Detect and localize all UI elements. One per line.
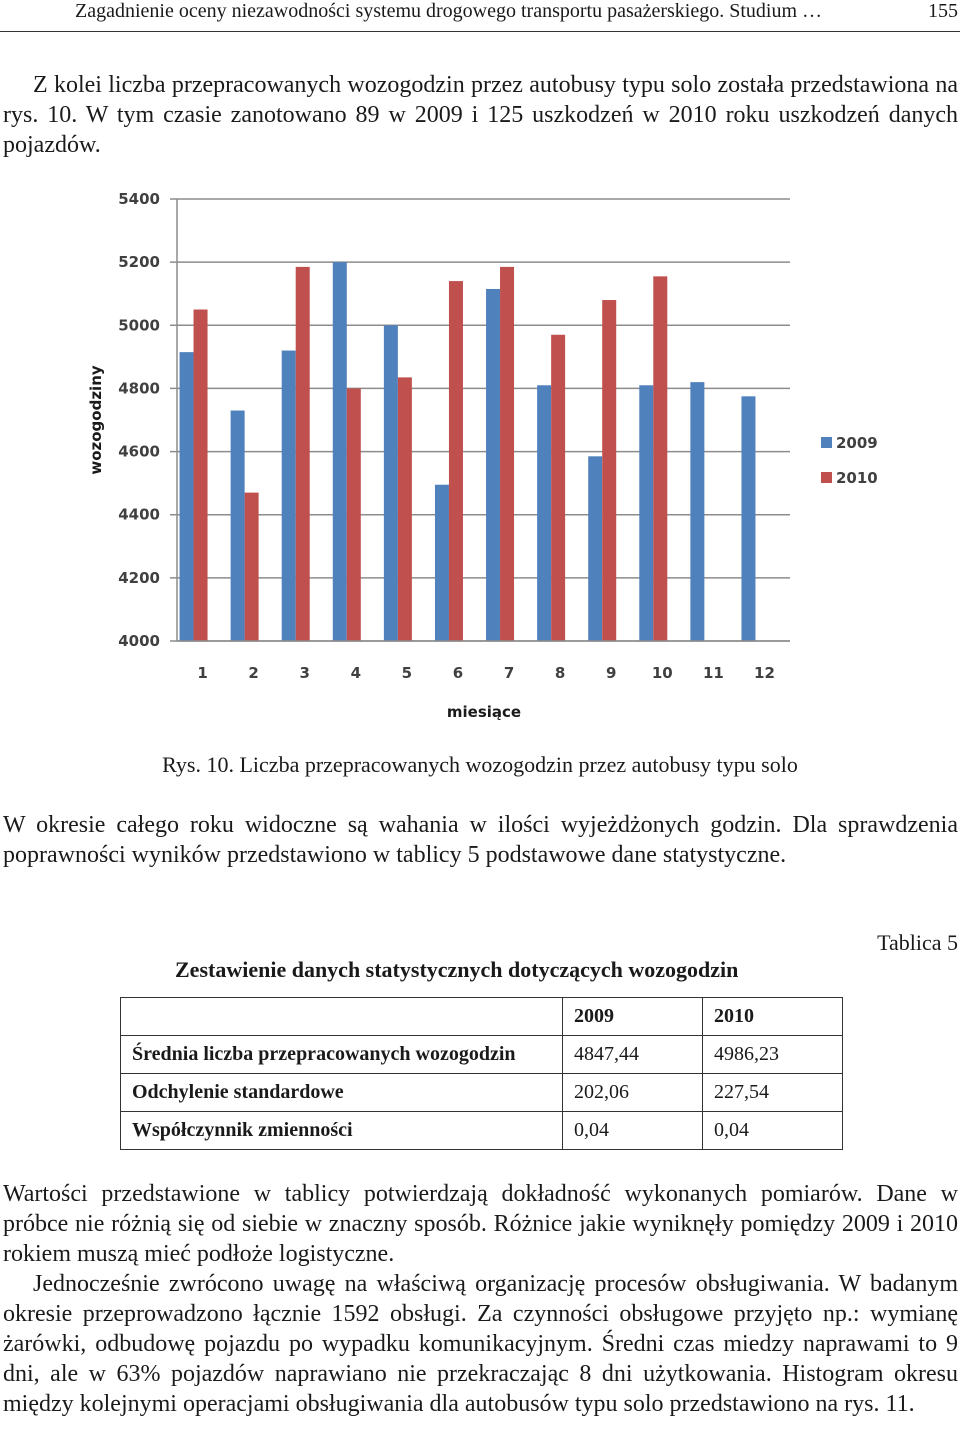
bar-2009 — [180, 352, 194, 641]
cell-2009: 202,06 — [563, 1074, 703, 1112]
y-tick-label: 5200 — [118, 253, 160, 272]
table-row — [121, 1074, 843, 1112]
bar-2009 — [231, 411, 245, 641]
table-header-row — [121, 998, 843, 1036]
row-label: Odchylenie standardowe — [121, 1074, 563, 1112]
bar-2009 — [741, 396, 755, 641]
legend-swatch-2009 — [821, 437, 832, 448]
figure-caption: Rys. 10. Liczba przepracowanych wozogodzin przez autobusy typu solo — [162, 752, 798, 777]
page-number: 155 — [928, 0, 958, 22]
paragraph-3: Wartości przedstawione w tablicy potwierdzają dokładność wykonanych pomiarów. Dane w próbce nie różnią się od siebie w znaczny sposób. Różnice jakie wyniknęły pomiędzy 2009 i 2010 rokiem muszą mieć podłoże logistyczne. — [3, 1181, 958, 1267]
bar-2010 — [449, 281, 463, 641]
table-label: Tablica 5 — [877, 930, 958, 955]
bar-2010 — [653, 276, 667, 641]
y-tick-label: 5400 — [118, 190, 160, 208]
bar-2009 — [333, 262, 347, 641]
paragraph-2: W okresie całego roku widoczne są wahania w ilości wyjeżdżonych godzin. Dla sprawdzenia poprawności wyników przedstawiono w tablicy 5 podstawowe dane statystyczne. — [3, 812, 958, 868]
legend — [821, 434, 878, 487]
table-header-2009: 2009 — [563, 998, 703, 1036]
bar-2010 — [245, 493, 259, 641]
x-tick-label: 1 — [197, 664, 208, 682]
y-tick-label: 4600 — [118, 442, 160, 461]
y-tick-label: 4400 — [118, 505, 160, 524]
bar-chart — [0, 180, 960, 725]
bar-2010 — [398, 377, 412, 641]
legend-swatch-2010 — [821, 472, 832, 483]
y-tick-label: 5000 — [118, 316, 160, 335]
bar-2009 — [486, 289, 500, 641]
paragraph-4: Jednocześnie zwrócono uwagę na właściwą organizację procesów obsługiwania. W badanym okresie przeprowadzono łącznie 1592 obsługi. Za czynności obsługowe przyjęto np.: wymianę żarówki, odbudowę pojazdu po wypadku komunikacyjnym. Średni czas miedzy naprawami to 9 dni, ale w 63% pojazdów naprawiano nie przekraczając 8 dni użytkowania. Histogram okresu między kolejnymi operacjami obsługiwania dla autobusów typu solo przedstawiono na rys. 11. — [3, 1271, 958, 1417]
bar-2009 — [384, 325, 398, 641]
table-title: Zestawienie danych statystycznych dotyczących wozogodzin — [175, 957, 739, 982]
bar-2010 — [347, 388, 361, 641]
x-tick-label: 6 — [452, 664, 464, 682]
cell-2010: 227,54 — [703, 1074, 843, 1112]
bar-2010 — [551, 335, 565, 641]
header-title: Zagadnienie oceny niezawodności systemu drogowego transportu pasażerskiego. Studium … — [75, 0, 823, 22]
table-row — [121, 1036, 843, 1074]
bar-2010 — [296, 267, 310, 641]
statistics-table — [120, 997, 843, 1150]
bar-2009 — [639, 385, 653, 641]
cell-2010: 0,04 — [703, 1112, 843, 1150]
y-tick-label: 4800 — [118, 379, 160, 398]
table-header-2010: 2010 — [703, 998, 843, 1036]
legend-label-2010: 2010 — [836, 469, 878, 487]
x-tick-label: 8 — [554, 664, 566, 682]
bar-2009 — [588, 456, 602, 641]
cell-2009: 0,04 — [563, 1112, 703, 1150]
y-axis-title: wozogodziny — [87, 365, 105, 475]
x-tick-label: 7 — [503, 664, 515, 682]
cell-2009: 4847,44 — [563, 1036, 703, 1074]
x-tick-label: 9 — [605, 664, 617, 682]
bar-2009 — [435, 485, 449, 641]
legend-label-2009: 2009 — [836, 434, 878, 452]
x-tick-label: 10 — [651, 664, 673, 682]
x-tick-label: 4 — [350, 664, 362, 682]
table-row — [121, 1112, 843, 1150]
x-tick-label: 12 — [754, 664, 775, 682]
running-header — [0, 0, 960, 32]
table-header-empty — [121, 998, 563, 1036]
bar-2009 — [690, 382, 704, 641]
row-label: Średnia liczba przepracowanych wozogodzin — [121, 1036, 563, 1074]
bar-2010 — [602, 300, 616, 641]
x-tick-label: 2 — [248, 664, 259, 682]
bar-2009 — [282, 351, 296, 641]
bar-2009 — [537, 385, 551, 641]
row-label: Współczynnik zmienności — [121, 1112, 563, 1150]
bar-2010 — [194, 310, 208, 642]
bar-2010 — [500, 267, 514, 641]
intro-paragraph: Z kolei liczba przepracowanych wozogodzin przez autobusy typu solo została przedstawiona na rys. 10. W tym czasie zanotowano 89 w 2009 i 125 uszkodzeń w 2010 roku uszkodzeń danych pojazdów. — [3, 72, 958, 158]
x-tick-label: 11 — [702, 664, 724, 682]
x-tick-label: 5 — [401, 664, 413, 682]
y-tick-label: 4200 — [118, 568, 160, 587]
x-axis-title: miesiące — [446, 703, 522, 721]
cell-2010: 4986,23 — [703, 1036, 843, 1074]
y-tick-label: 4000 — [118, 632, 160, 650]
x-tick-label: 3 — [299, 664, 310, 682]
